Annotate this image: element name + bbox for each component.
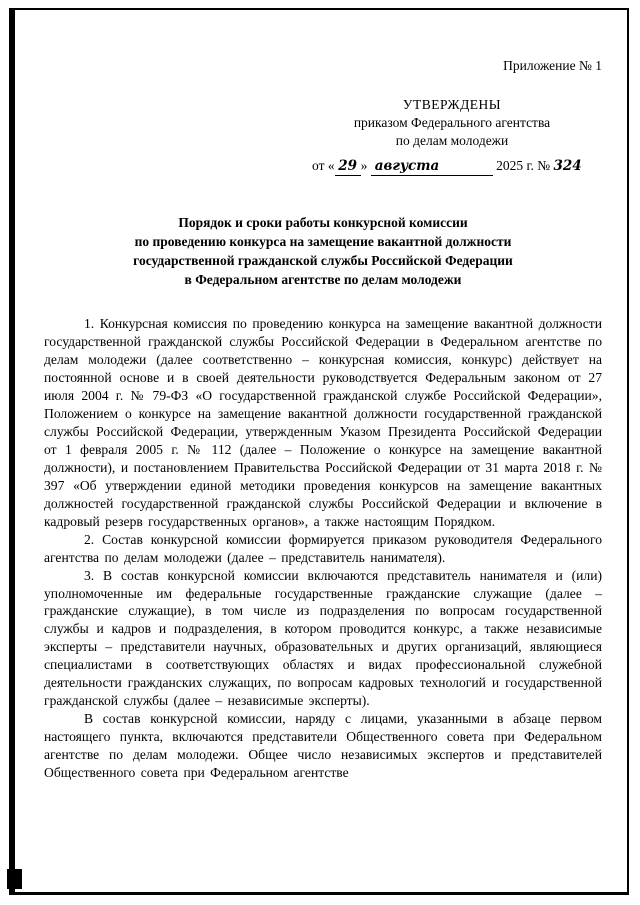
approval-block <box>302 96 602 176</box>
document-title <box>44 214 602 290</box>
paragraph-4: В состав конкурсной комиссии, наряду с лицами, указанными в абзаце первом настоящего пункта, включаются представители Общественного совета при Федеральном агентстве по делам молодежи. Общее число независимых экспертов и представителей Общественного совета при Федеральном агентстве <box>44 711 602 780</box>
title-line-4: в Федеральном агентстве по делам молодежи <box>184 271 462 287</box>
title-line-3: государственной гражданской службы Российской Федерации <box>133 252 513 268</box>
handwritten-day: 29 <box>338 157 357 174</box>
annex-label: Приложение № 1 <box>503 58 602 73</box>
month-blank-line <box>371 157 493 176</box>
handwritten-month: августа <box>374 157 440 174</box>
approval-line-1: приказом Федерального агентства <box>353 115 551 131</box>
paragraph-3: 3. В состав конкурсной комиссии включаются представитель нанимателя и (или) уполномоченные им федеральные государственные гражданские служащие (далее – гражданские служащие), в том числе из подразделения по вопросам государственной службы и кадров и подразделения, в котором проводится конкурс, а также независимые эксперты – представители научных, образовательных и других организаций, являющиеся специалистами в соответствующих областях и видах профессиональной служебной деятельности гражданских служащих, по вопросам кадровых технологий и государственной гражданской службы (далее – независимые эксперты). <box>44 567 602 709</box>
title-line-2: по проведению конкурса на замещение вакантной должности <box>134 233 512 249</box>
page-content <box>44 10 602 782</box>
title-line-1: Порядок и сроки работы конкурсной комиссии <box>178 214 468 230</box>
approval-date-line <box>302 157 602 176</box>
handwritten-doc-number: 324 <box>553 157 582 174</box>
scan-artifact-mark <box>7 869 22 889</box>
approval-line-2: по делам молодежи <box>395 133 509 149</box>
date-tail: 2025 г. № <box>496 157 551 173</box>
approved-word: УТВЕРЖДЕНЫ <box>402 97 502 112</box>
paragraph-2: 2. Состав конкурсной комиссии формируется приказом руководителя Федерального агентства по делам молодежи (далее – представитель нанимателя). <box>44 531 602 565</box>
document-body <box>44 315 602 781</box>
date-close-quote: » <box>360 157 368 173</box>
paragraph-1: 1. Конкурсная комиссия по проведению конкурса на замещение вакантной должности государственной гражданской службы Российской Федерации в Федеральном агентстве по делам молодежи (далее соответственно – конкурсная комиссия, конкурс) действует на постоянной основе и в своей деятельности руководствуется Федеральным законом от 27 июля 2004 г. № 79-ФЗ «О государственной гражданской службе Российской Федерации», Положением о конкурсе на замещение вакантной должности государственной гражданской службы Российской Федерации, утвержденным Указом Президента Российской Федерации от 1 февраля 2005 г. № 112 (далее – Положение о конкурсе на замещение вакантной должности), и постановлением Правительства Российской Федерации от 31 марта 2018 г. № 397 «Об утверждении единой методики проведения конкурсов на замещение вакантных должностей государственной гражданской службы Российской Федерации и включение в кадровый резерв государственных органов», а также настоящим Порядком. <box>44 316 602 529</box>
date-prefix: от « <box>312 157 335 173</box>
